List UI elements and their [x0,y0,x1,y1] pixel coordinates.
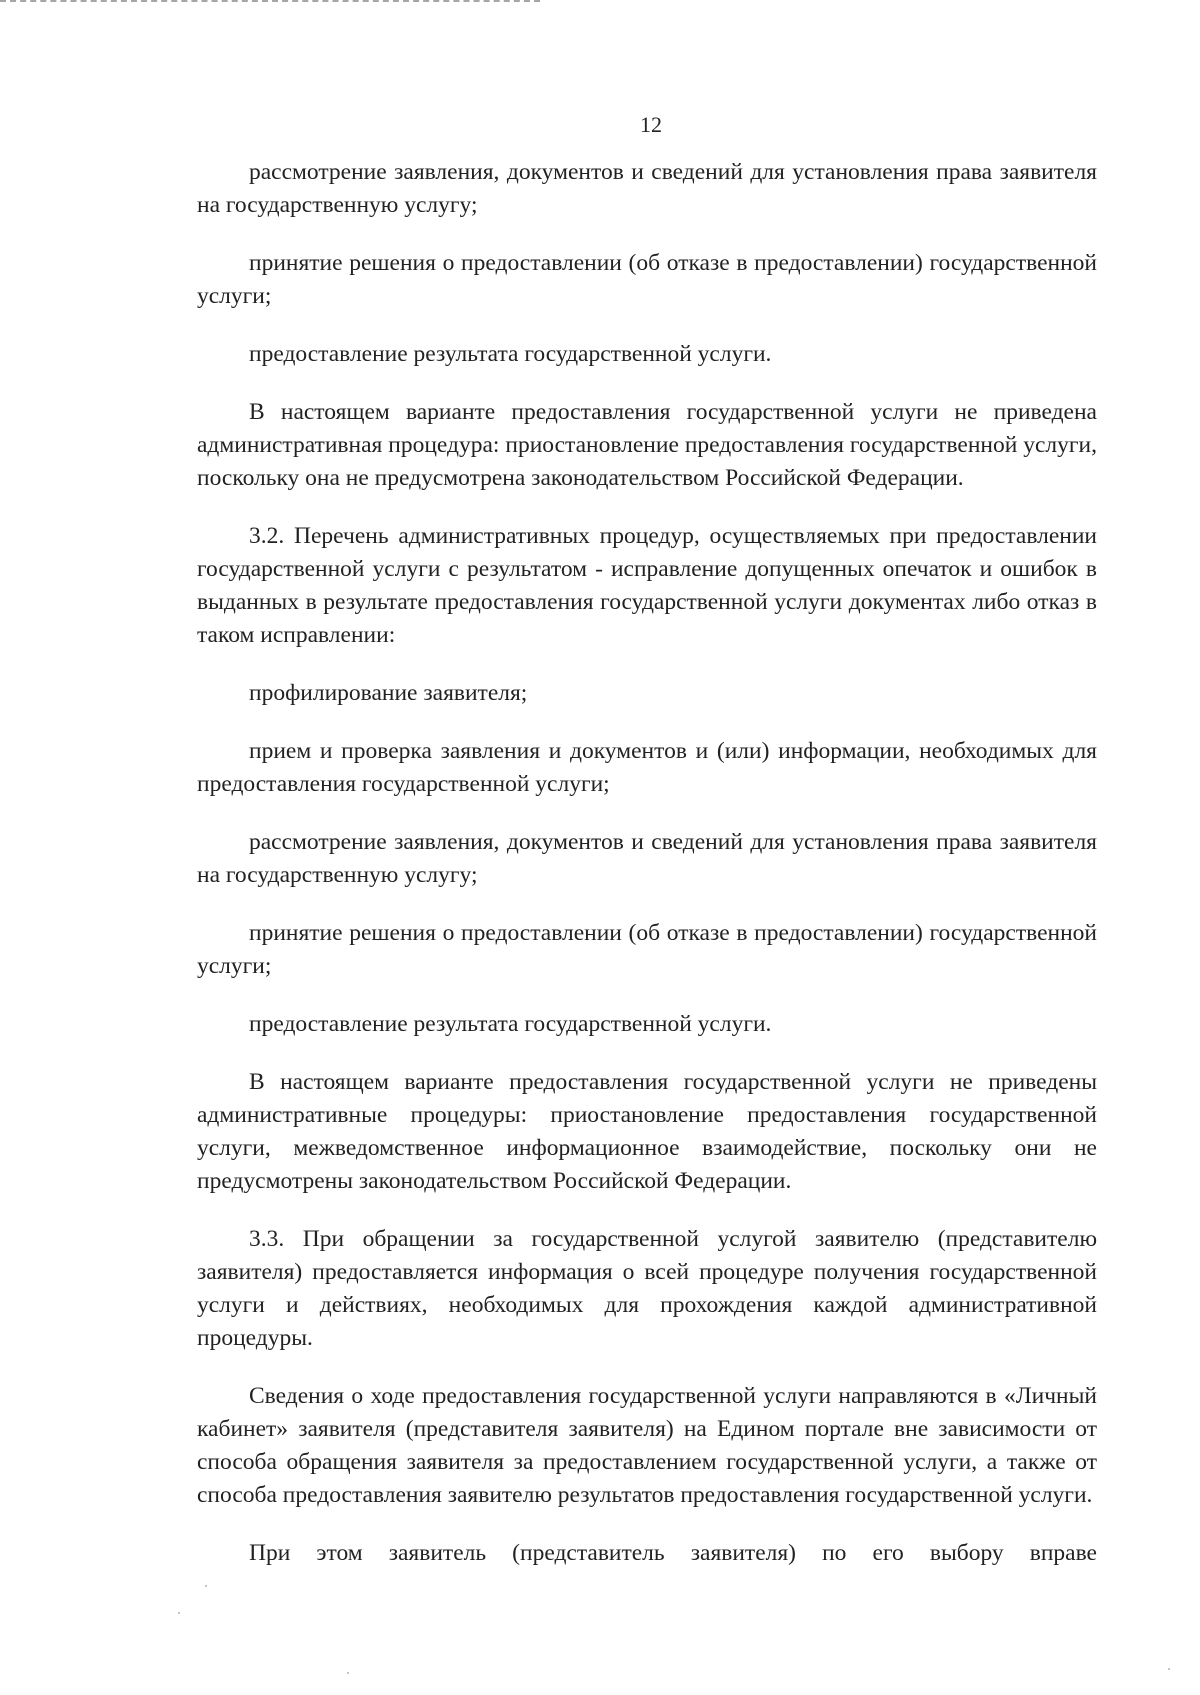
paragraph: профилирование заявителя; [249,680,528,706]
paragraph: Сведения о ходе предоставления государственной услуги направляются в «Личный кабинет» заявителя (представителя заявителя) на Едином портале вне зависимости от способа обращения заявителя за предоставлением государственной услуги, а также от способа предоставления заявителю результатов предоставления государственной услуги. [197,1383,1097,1508]
paragraph: 3.2. Перечень административных процедур, осуществляемых при предоставлении государственной услуги с результатом - исправление допущенных опечаток и ошибок в выданных в результате предоставления государственной услуги документах либо отказ в таком исправлении: [197,523,1097,648]
paragraph: рассмотрение заявления, документов и сведений для установления права заявителя на государственную услугу; [197,159,1097,218]
scan-speck [205,1585,207,1587]
scan-speck [1168,1668,1170,1670]
page-number: 12 [640,112,662,137]
paragraph: предоставление результата государственной услуги. [249,1011,772,1037]
paragraph: предоставление результата государственной услуги. [249,341,772,367]
paragraph: 3.3. При обращении за государственной услугой заявителю (представителю заявителя) предоставляется информация о всей процедуре получения государственной услуги и действиях, необходимых для прохождения каждой административной процедуры. [197,1226,1097,1351]
paragraph: При этом заявитель (представитель заявителя) по его выбору вправе [249,1540,1097,1566]
paragraph: В настоящем варианте предоставления государственной услуги не приведены административные процедуры: приостановление предоставления государственной услуги, межведомственное информационное взаимодействие, поскольку они не предусмотрены законодательством Российской Федерации. [197,1069,1097,1194]
scan-speck [178,1612,180,1614]
paragraph: прием и проверка заявления и документов и (или) информации, необходимых для предоставления государственной услуги; [197,738,1097,797]
scan-speck [347,1672,349,1674]
document-body [197,156,1097,1595]
paragraph: рассмотрение заявления, документов и сведений для установления права заявителя на государственную услугу; [197,829,1097,888]
paragraph: принятие решения о предоставлении (об отказе в предоставлении) государственной услуги; [197,920,1097,979]
paragraph: принятие решения о предоставлении (об отказе в предоставлении) государственной услуги; [197,250,1097,309]
paragraph: В настоящем варианте предоставления государственной услуги не приведена административная процедура: приостановление предоставления государственной услуги, поскольку она не предусмотрена законодательством Российской Федерации. [197,399,1097,491]
